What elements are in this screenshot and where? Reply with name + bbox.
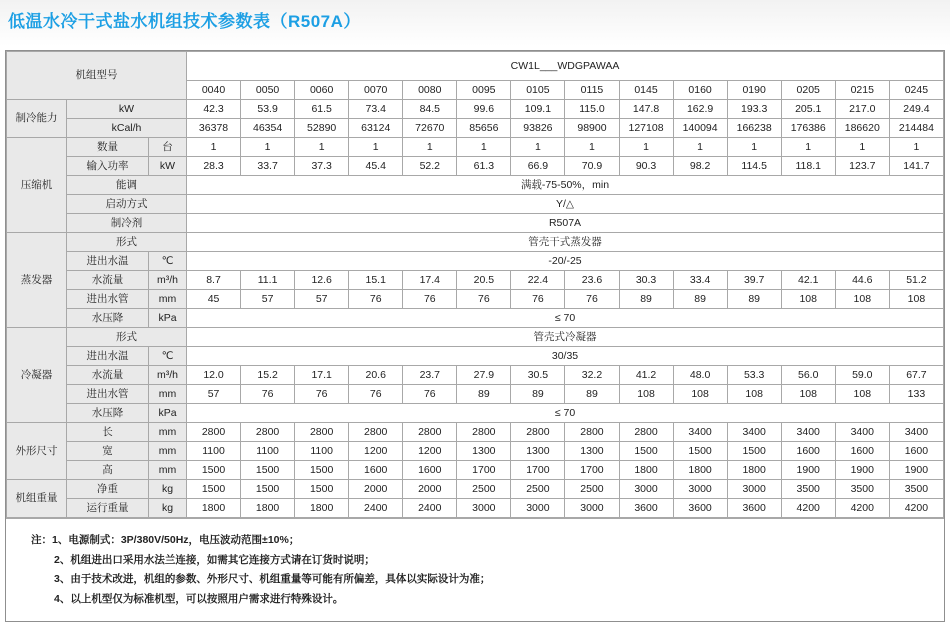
value-cell: 76 xyxy=(349,290,403,309)
value-cell: 2500 xyxy=(511,480,565,499)
value-cell: 89 xyxy=(565,385,619,404)
value-cell: 1 xyxy=(889,138,943,157)
note-text: 1、电源制式：3P/380V/50Hz，电压波动范围±10%； xyxy=(52,534,300,546)
value-cell: 73.4 xyxy=(349,100,403,119)
value-cell: 1 xyxy=(457,138,511,157)
value-cell: 141.7 xyxy=(889,157,943,176)
value-cell: 114.5 xyxy=(727,157,781,176)
value-cell: 63124 xyxy=(349,119,403,138)
value-cell: 1 xyxy=(511,138,565,157)
param-label-cell: 进出水温 xyxy=(67,347,149,366)
model-header-cell: 0215 xyxy=(835,81,889,100)
model-header-cell: 0115 xyxy=(565,81,619,100)
value-cell: 186620 xyxy=(835,119,889,138)
value-cell: 127108 xyxy=(619,119,673,138)
model-header-cell: 0205 xyxy=(781,81,835,100)
model-header-cell: 0080 xyxy=(403,81,457,100)
value-cell: 15.1 xyxy=(349,271,403,290)
value-cell: 57 xyxy=(187,385,241,404)
value-cell: 1800 xyxy=(241,499,295,518)
model-header-cell: 0040 xyxy=(187,81,241,100)
param-label-cell: 进出水管 xyxy=(67,290,149,309)
value-cell: 20.5 xyxy=(457,271,511,290)
value-cell: 15.2 xyxy=(241,366,295,385)
value-cell: 108 xyxy=(619,385,673,404)
param-label-cell: 启动方式 xyxy=(67,195,187,214)
value-cell: 1 xyxy=(349,138,403,157)
value-cell: 76 xyxy=(241,385,295,404)
merged-value-cell: 管壳式冷凝器 xyxy=(187,328,944,347)
value-cell: 76 xyxy=(349,385,403,404)
value-cell: 249.4 xyxy=(889,100,943,119)
value-cell: 3500 xyxy=(781,480,835,499)
value-cell: 89 xyxy=(727,290,781,309)
spec-table-header xyxy=(7,52,944,100)
value-cell: 108 xyxy=(835,385,889,404)
value-cell: 45 xyxy=(187,290,241,309)
note-line: 2、机组进出口采用水法兰连接，如需其它连接方式请在订货时说明； xyxy=(54,553,375,566)
value-cell: 22.4 xyxy=(511,271,565,290)
value-cell: 1500 xyxy=(727,442,781,461)
value-cell: 166238 xyxy=(727,119,781,138)
value-cell: 99.6 xyxy=(457,100,511,119)
value-cell: 2800 xyxy=(565,423,619,442)
value-cell: 108 xyxy=(727,385,781,404)
merged-value-cell: Y/△ xyxy=(187,195,944,214)
value-cell: 17.1 xyxy=(295,366,349,385)
value-cell: 51.2 xyxy=(889,271,943,290)
merged-value-cell: 30/35 xyxy=(187,347,944,366)
value-cell: 3400 xyxy=(673,423,727,442)
param-label-cell: kCal/h xyxy=(67,119,187,138)
value-cell: 76 xyxy=(403,290,457,309)
value-cell: 2800 xyxy=(457,423,511,442)
value-cell: 41.2 xyxy=(619,366,673,385)
value-cell: 70.9 xyxy=(565,157,619,176)
note-line: 3、由于技术改进，机组的参数、外形尺寸、机组重量等可能有所偏差，具体以实际设计为准； xyxy=(54,573,491,585)
value-cell: 3400 xyxy=(781,423,835,442)
value-cell: 2800 xyxy=(241,423,295,442)
value-cell: 76 xyxy=(565,290,619,309)
value-cell: 84.5 xyxy=(403,100,457,119)
value-cell: 1500 xyxy=(295,480,349,499)
value-cell: 3600 xyxy=(673,499,727,518)
value-cell: 1100 xyxy=(187,442,241,461)
param-label-cell: 进出水管 xyxy=(67,385,149,404)
param-label-cell: 制冷剂 xyxy=(67,214,187,233)
value-cell: 3000 xyxy=(565,499,619,518)
value-cell: 1600 xyxy=(835,442,889,461)
value-cell: 1800 xyxy=(187,499,241,518)
unit-cell: mm xyxy=(149,442,187,461)
merged-value-cell: ≤ 70 xyxy=(187,404,944,423)
spec-table-body xyxy=(7,100,944,518)
unit-cell: m³/h xyxy=(149,271,187,290)
section-label-cell: 压缩机 xyxy=(7,138,67,233)
notes-box xyxy=(6,518,944,621)
param-label-cell: 净重 xyxy=(67,480,149,499)
value-cell: 2800 xyxy=(403,423,457,442)
value-cell: 115.0 xyxy=(565,100,619,119)
value-cell: 1900 xyxy=(835,461,889,480)
value-cell: 140094 xyxy=(673,119,727,138)
value-cell: 89 xyxy=(457,385,511,404)
value-cell: 39.7 xyxy=(727,271,781,290)
param-label-cell: 进出水温 xyxy=(67,252,149,271)
value-cell: 76 xyxy=(511,290,565,309)
section-label-cell: 制冷能力 xyxy=(7,100,67,138)
value-cell: 3000 xyxy=(727,480,781,499)
value-cell: 57 xyxy=(241,290,295,309)
value-cell: 1600 xyxy=(403,461,457,480)
value-cell: 76 xyxy=(457,290,511,309)
section-label-cell: 机组重量 xyxy=(7,480,67,518)
value-cell: 93826 xyxy=(511,119,565,138)
param-label-cell: 水流量 xyxy=(67,366,149,385)
value-cell: 3000 xyxy=(457,499,511,518)
value-cell: 90.3 xyxy=(619,157,673,176)
value-cell: 89 xyxy=(619,290,673,309)
value-cell: 2800 xyxy=(619,423,673,442)
value-cell: 1600 xyxy=(889,442,943,461)
value-cell: 28.3 xyxy=(187,157,241,176)
value-cell: 57 xyxy=(295,290,349,309)
value-cell: 1800 xyxy=(673,461,727,480)
value-cell: 1500 xyxy=(295,461,349,480)
model-label-cell: 机组型号 xyxy=(7,52,187,100)
param-label-cell: 高 xyxy=(67,461,149,480)
value-cell: 4200 xyxy=(889,499,943,518)
value-cell: 1500 xyxy=(619,442,673,461)
value-cell: 1800 xyxy=(619,461,673,480)
value-cell: 1300 xyxy=(565,442,619,461)
spec-sheet xyxy=(5,50,945,622)
note-line: 4、以上机型仅为标准机型，可以按照用户需求进行特殊设计。 xyxy=(54,592,344,605)
value-cell: 17.4 xyxy=(403,271,457,290)
value-cell: 52890 xyxy=(295,119,349,138)
param-label-cell: 能调 xyxy=(67,176,187,195)
value-cell: 2800 xyxy=(349,423,403,442)
value-cell: 3000 xyxy=(511,499,565,518)
merged-value-cell: -20/-25 xyxy=(187,252,944,271)
param-label-cell: 水压降 xyxy=(67,309,149,328)
value-cell: 2800 xyxy=(511,423,565,442)
model-header-cell: 0070 xyxy=(349,81,403,100)
value-cell: 3000 xyxy=(673,480,727,499)
section-label-cell: 蒸发器 xyxy=(7,233,67,328)
value-cell: 1500 xyxy=(673,442,727,461)
merged-value-cell: 满载-75-50%，min xyxy=(187,176,944,195)
model-header-cell: 0095 xyxy=(457,81,511,100)
value-cell: 46354 xyxy=(241,119,295,138)
value-cell: 2000 xyxy=(349,480,403,499)
value-cell: 2800 xyxy=(187,423,241,442)
model-header-cell: 0145 xyxy=(619,81,673,100)
value-cell: 1 xyxy=(187,138,241,157)
value-cell: 1100 xyxy=(241,442,295,461)
param-label-cell: 宽 xyxy=(67,442,149,461)
param-label-cell: 数量 xyxy=(67,138,149,157)
value-cell: 4200 xyxy=(835,499,889,518)
value-cell: 45.4 xyxy=(349,157,403,176)
value-cell: 12.6 xyxy=(295,271,349,290)
value-cell: 1300 xyxy=(457,442,511,461)
model-header-cell: 0160 xyxy=(673,81,727,100)
value-cell: 3600 xyxy=(619,499,673,518)
value-cell: 1 xyxy=(295,138,349,157)
model-header-cell: 0245 xyxy=(889,81,943,100)
unit-cell: ℃ xyxy=(149,252,187,271)
value-cell: 205.1 xyxy=(781,100,835,119)
value-cell: 53.3 xyxy=(727,366,781,385)
value-cell: 118.1 xyxy=(781,157,835,176)
value-cell: 133 xyxy=(889,385,943,404)
value-cell: 2400 xyxy=(403,499,457,518)
value-cell: 147.8 xyxy=(619,100,673,119)
unit-cell: mm xyxy=(149,423,187,442)
value-cell: 2800 xyxy=(295,423,349,442)
value-cell: 108 xyxy=(835,290,889,309)
value-cell: 2400 xyxy=(349,499,403,518)
value-cell: 27.9 xyxy=(457,366,511,385)
param-label-cell: kW xyxy=(67,100,187,119)
model-header-cell: 0190 xyxy=(727,81,781,100)
value-cell: 3400 xyxy=(835,423,889,442)
value-cell: 3400 xyxy=(727,423,781,442)
value-cell: 3500 xyxy=(889,480,943,499)
value-cell: 53.9 xyxy=(241,100,295,119)
value-cell: 33.7 xyxy=(241,157,295,176)
value-cell: 42.1 xyxy=(781,271,835,290)
value-cell: 1900 xyxy=(889,461,943,480)
unit-cell: 台 xyxy=(149,138,187,157)
value-cell: 11.1 xyxy=(241,271,295,290)
value-cell: 108 xyxy=(781,290,835,309)
value-cell: 193.3 xyxy=(727,100,781,119)
value-cell: 30.3 xyxy=(619,271,673,290)
value-cell: 61.5 xyxy=(295,100,349,119)
value-cell: 33.4 xyxy=(673,271,727,290)
model-header-cell: 0105 xyxy=(511,81,565,100)
param-label-cell: 长 xyxy=(67,423,149,442)
param-label-cell: 形式 xyxy=(67,233,187,252)
model-header-cell: 0050 xyxy=(241,81,295,100)
value-cell: 98.2 xyxy=(673,157,727,176)
value-cell: 72670 xyxy=(403,119,457,138)
value-cell: 109.1 xyxy=(511,100,565,119)
value-cell: 44.6 xyxy=(835,271,889,290)
value-cell: 1 xyxy=(781,138,835,157)
spec-table xyxy=(6,51,944,518)
unit-cell: mm xyxy=(149,290,187,309)
value-cell: 32.2 xyxy=(565,366,619,385)
value-cell: 1500 xyxy=(241,480,295,499)
value-cell: 1800 xyxy=(295,499,349,518)
value-cell: 1700 xyxy=(565,461,619,480)
value-cell: 89 xyxy=(673,290,727,309)
value-cell: 36378 xyxy=(187,119,241,138)
value-cell: 3500 xyxy=(835,480,889,499)
value-cell: 48.0 xyxy=(673,366,727,385)
value-cell: 2500 xyxy=(565,480,619,499)
value-cell: 176386 xyxy=(781,119,835,138)
value-cell: 1800 xyxy=(727,461,781,480)
value-cell: 23.6 xyxy=(565,271,619,290)
param-label-cell: 输入功率 xyxy=(67,157,149,176)
value-cell: 37.3 xyxy=(295,157,349,176)
value-cell: 1 xyxy=(727,138,781,157)
value-cell: 214484 xyxy=(889,119,943,138)
value-cell: 217.0 xyxy=(835,100,889,119)
value-cell: 12.0 xyxy=(187,366,241,385)
value-cell: 1200 xyxy=(403,442,457,461)
param-label-cell: 水压降 xyxy=(67,404,149,423)
param-label-cell: 水流量 xyxy=(67,271,149,290)
value-cell: 85656 xyxy=(457,119,511,138)
value-cell: 3400 xyxy=(889,423,943,442)
unit-cell: kW xyxy=(149,157,187,176)
unit-cell: ℃ xyxy=(149,347,187,366)
unit-cell: m³/h xyxy=(149,366,187,385)
model-header-cell: 0060 xyxy=(295,81,349,100)
param-label-cell: 运行重量 xyxy=(67,499,149,518)
value-cell: 8.7 xyxy=(187,271,241,290)
value-cell: 67.7 xyxy=(889,366,943,385)
value-cell: 3000 xyxy=(619,480,673,499)
value-cell: 23.7 xyxy=(403,366,457,385)
value-cell: 1500 xyxy=(187,461,241,480)
value-cell: 2500 xyxy=(457,480,511,499)
unit-cell: kg xyxy=(149,480,187,499)
value-cell: 162.9 xyxy=(673,100,727,119)
value-cell: 1300 xyxy=(511,442,565,461)
value-cell: 2000 xyxy=(403,480,457,499)
value-cell: 1 xyxy=(835,138,889,157)
note-prefix: 注： xyxy=(31,534,52,546)
value-cell: 123.7 xyxy=(835,157,889,176)
value-cell: 1500 xyxy=(187,480,241,499)
value-cell: 1 xyxy=(403,138,457,157)
value-cell: 3600 xyxy=(727,499,781,518)
value-cell: 76 xyxy=(403,385,457,404)
unit-cell: kg xyxy=(149,499,187,518)
value-cell: 108 xyxy=(889,290,943,309)
value-cell: 1 xyxy=(565,138,619,157)
value-cell: 89 xyxy=(511,385,565,404)
value-cell: 1500 xyxy=(241,461,295,480)
value-cell: 1200 xyxy=(349,442,403,461)
value-cell: 1700 xyxy=(511,461,565,480)
value-cell: 1900 xyxy=(781,461,835,480)
unit-cell: kPa xyxy=(149,404,187,423)
value-cell: 20.6 xyxy=(349,366,403,385)
unit-cell: mm xyxy=(149,385,187,404)
page-title: 低温水冷干式盐水机组技术参数表（R507A） xyxy=(8,12,361,31)
section-label-cell: 冷凝器 xyxy=(7,328,67,423)
merged-value-cell: ≤ 70 xyxy=(187,309,944,328)
section-label-cell: 外形尺寸 xyxy=(7,423,67,480)
value-cell: 98900 xyxy=(565,119,619,138)
merged-value-cell: R507A xyxy=(187,214,944,233)
value-cell: 61.3 xyxy=(457,157,511,176)
unit-cell: mm xyxy=(149,461,187,480)
value-cell: 56.0 xyxy=(781,366,835,385)
value-cell: 1 xyxy=(241,138,295,157)
value-cell: 1600 xyxy=(349,461,403,480)
value-cell: 59.0 xyxy=(835,366,889,385)
value-cell: 1600 xyxy=(781,442,835,461)
value-cell: 66.9 xyxy=(511,157,565,176)
value-cell: 1 xyxy=(673,138,727,157)
value-cell: 42.3 xyxy=(187,100,241,119)
value-cell: 4200 xyxy=(781,499,835,518)
series-header-cell: CW1L___WDGPAWAA xyxy=(187,52,944,81)
value-cell: 76 xyxy=(295,385,349,404)
value-cell: 1100 xyxy=(295,442,349,461)
value-cell: 1700 xyxy=(457,461,511,480)
value-cell: 52.2 xyxy=(403,157,457,176)
note-line xyxy=(31,531,934,551)
unit-cell: kPa xyxy=(149,309,187,328)
merged-value-cell: 管壳干式蒸发器 xyxy=(187,233,944,252)
param-label-cell: 形式 xyxy=(67,328,187,347)
value-cell: 1 xyxy=(619,138,673,157)
value-cell: 108 xyxy=(781,385,835,404)
value-cell: 30.5 xyxy=(511,366,565,385)
value-cell: 108 xyxy=(673,385,727,404)
